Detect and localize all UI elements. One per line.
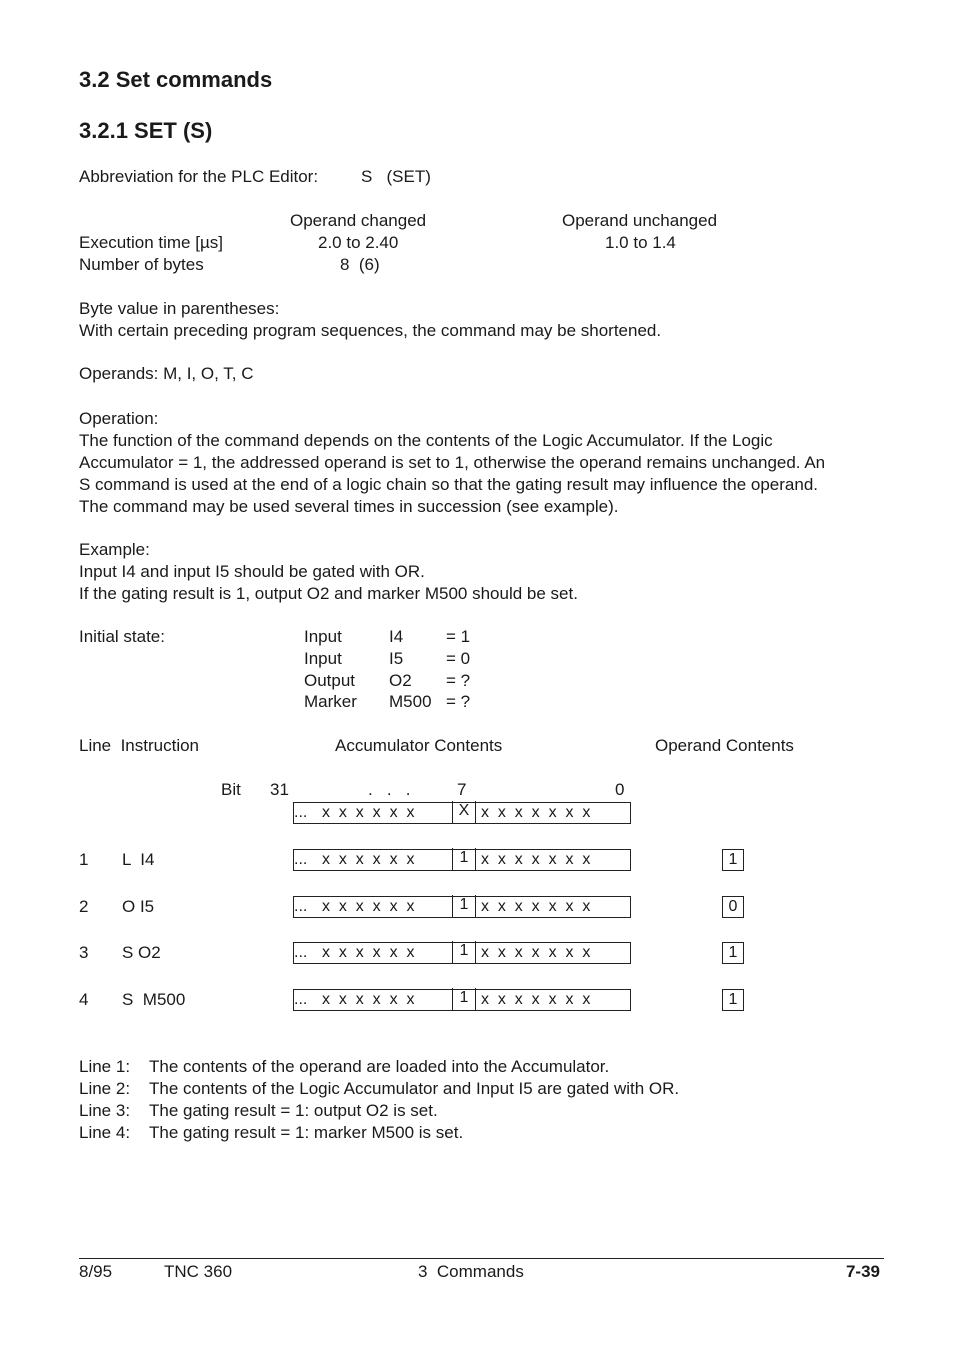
col-operand-changed: Operand changed <box>290 211 427 230</box>
acc-prefix: ... <box>294 804 308 821</box>
acc-high-bits: x x x x x x <box>322 804 415 821</box>
number-of-bytes-changed: 8 (6) <box>340 255 380 274</box>
row-instruction: S M500 <box>122 990 186 1009</box>
abbreviation-value: S (SET) <box>361 167 431 186</box>
state-name: I5 <box>389 649 404 668</box>
example-line: If the gating result is 1, output O2 and marker M500 should be set. <box>79 584 578 603</box>
acc-prefix: ... <box>294 898 308 915</box>
explanation-text: The gating result = 1: marker M500 is set. <box>149 1123 464 1142</box>
state-value: = 1 <box>446 627 471 646</box>
acc-prefix: ... <box>294 851 308 868</box>
acc-low-bits: x x x x x x x <box>481 991 591 1008</box>
state-type: Output <box>304 671 356 690</box>
operand-value-box: 0 <box>722 896 744 918</box>
row-line-number: 4 <box>79 990 89 1009</box>
bit-31-label: 31 <box>270 780 289 799</box>
explanation-label: Line 1: <box>79 1057 131 1076</box>
acc-low-bits: x x x x x x x <box>481 804 591 821</box>
abbreviation-label: Abbreviation for the PLC Editor: <box>79 167 319 186</box>
section-title: 3.2 Set commands <box>79 67 273 92</box>
acc-low-bits: x x x x x x x <box>481 851 591 868</box>
operands-line: Operands: M, I, O, T, C <box>79 364 254 383</box>
explanation-label: Line 4: <box>79 1123 131 1142</box>
operation-line: The function of the command depends on the contents of the Logic Accumulator. If the Logic <box>79 431 773 450</box>
operand-value-box: 1 <box>722 989 744 1011</box>
footer-rule <box>79 1258 884 1259</box>
row-label-execution-time: Execution time [µs] <box>79 233 223 252</box>
state-type: Input <box>304 627 342 646</box>
operation-line: Operation: <box>79 409 159 428</box>
state-name: I4 <box>389 627 404 646</box>
footer-page-number: 7-39 <box>845 1262 880 1281</box>
bit-0-label: 0 <box>615 780 625 799</box>
state-value: = 0 <box>446 649 471 668</box>
bit-dots-label: . . . <box>368 780 411 799</box>
row-instruction: L I4 <box>122 850 155 869</box>
subsection-title: 3.2.1 SET (S) <box>79 118 213 143</box>
operand-value-box: 1 <box>722 849 744 871</box>
accumulator-register <box>293 989 631 1011</box>
footer-date: 8/95 <box>79 1262 113 1281</box>
initial-state-label: Initial state: <box>79 627 165 646</box>
footer-chapter: 3 Commands <box>418 1262 524 1281</box>
operation-line: S command is used at the end of a logic chain so that the gating result may influence the operand. <box>79 475 819 494</box>
acc-bit-7: 1 <box>452 895 476 917</box>
acc-low-bits: x x x x x x x <box>481 898 591 915</box>
header-operand-contents: Operand Contents <box>655 736 794 755</box>
explanation-label: Line 3: <box>79 1101 131 1120</box>
explanation-text: The gating result = 1: output O2 is set. <box>149 1101 438 1120</box>
state-type: Input <box>304 649 342 668</box>
acc-high-bits: x x x x x x <box>322 851 415 868</box>
acc-bit-7: 1 <box>452 941 476 963</box>
state-value: = ? <box>446 671 471 690</box>
acc-prefix: ... <box>294 991 308 1008</box>
row-line-number: 3 <box>79 943 89 962</box>
state-value: = ? <box>446 692 471 711</box>
state-type: Marker <box>304 692 357 711</box>
operand-value-box: 1 <box>722 942 744 964</box>
byte-note <box>79 298 879 342</box>
acc-low-bits: x x x x x x x <box>481 944 591 961</box>
operation-line: Accumulator = 1, the addressed operand is set to 1, otherwise the operand remains unchanged. An <box>79 453 826 472</box>
bit-7-label: 7 <box>457 780 467 799</box>
footer-product: TNC 360 <box>164 1262 233 1281</box>
acc-high-bits: x x x x x x <box>322 944 415 961</box>
acc-bit-7: 1 <box>452 848 476 870</box>
acc-high-bits: x x x x x x <box>322 991 415 1008</box>
byte-note-line: Byte value in parentheses: <box>79 299 280 318</box>
state-name: M500 <box>389 692 432 711</box>
acc-bit-7: X <box>452 801 476 823</box>
operation-paragraph <box>79 408 879 518</box>
operation-line: The command may be used several times in succession (see example). <box>79 497 619 516</box>
row-instruction: O I5 <box>122 897 155 916</box>
accumulator-register <box>293 802 631 824</box>
accumulator-register <box>293 942 631 964</box>
execution-time-changed: 2.0 to 2.40 <box>318 233 399 252</box>
accumulator-register <box>293 849 631 871</box>
row-label-number-of-bytes: Number of bytes <box>79 255 204 274</box>
row-instruction: S O2 <box>122 943 161 962</box>
byte-note-line: With certain preceding program sequences, the command may be shortened. <box>79 321 662 340</box>
state-name: O2 <box>389 671 412 690</box>
bit-label: Bit <box>221 780 241 799</box>
acc-high-bits: x x x x x x <box>322 898 415 915</box>
example-line: Example: <box>79 540 150 559</box>
acc-bit-7: 1 <box>452 988 476 1010</box>
acc-prefix: ... <box>294 944 308 961</box>
header-accumulator-contents: Accumulator Contents <box>335 736 503 755</box>
explanation-label: Line 2: <box>79 1079 131 1098</box>
example-paragraph <box>79 539 879 605</box>
example-line: Input I4 and input I5 should be gated with OR. <box>79 562 425 581</box>
row-line-number: 2 <box>79 897 89 916</box>
explanation-text: The contents of the Logic Accumulator and Input I5 are gated with OR. <box>149 1079 680 1098</box>
row-line-number: 1 <box>79 850 89 869</box>
explanation-text: The contents of the operand are loaded into the Accumulator. <box>149 1057 610 1076</box>
header-line-instruction: Line Instruction <box>79 736 200 755</box>
col-operand-unchanged: Operand unchanged <box>562 211 718 230</box>
accumulator-register <box>293 896 631 918</box>
execution-time-unchanged: 1.0 to 1.4 <box>605 233 676 252</box>
